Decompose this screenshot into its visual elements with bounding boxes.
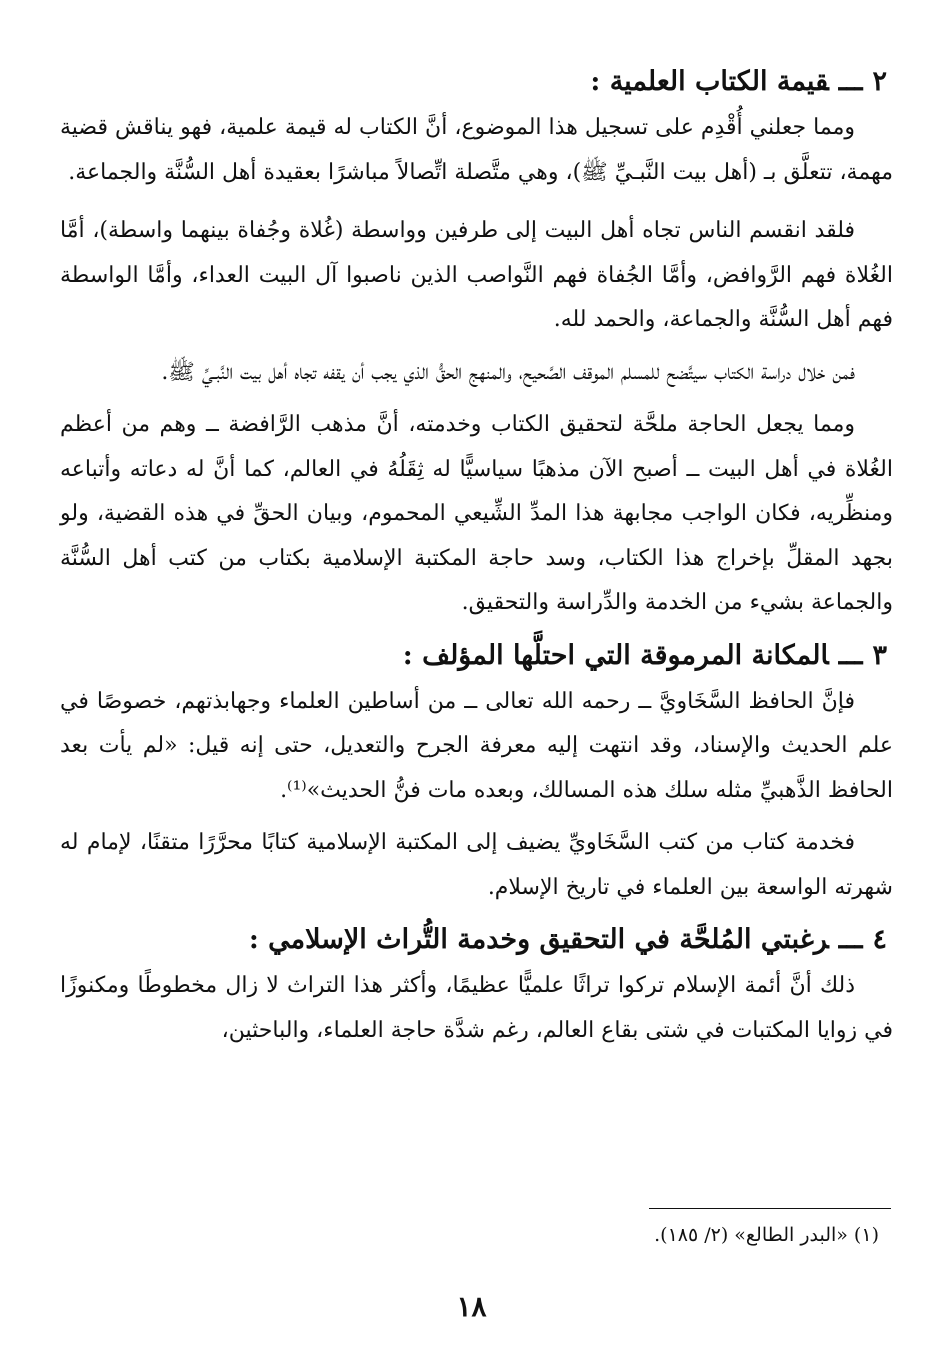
section-heading-4: [60, 918, 887, 962]
section-dash: ـــ: [838, 924, 863, 955]
footnote: (١) «البدر الطالع» (٢/ ١٨٥).: [654, 1224, 879, 1246]
section-number: ٢: [872, 66, 887, 97]
section-number: ٣: [872, 639, 887, 671]
section-title: قيمة الكتاب العلمية :: [590, 66, 829, 97]
section-dash: ـــ: [838, 66, 863, 97]
section-title: رغبتي المُلحَّة في التحقيق وخدمة التُّراث الإسلامي :: [248, 924, 829, 955]
section-title: المكانة المرموقة التي احتلَّها المؤلف :: [402, 639, 829, 671]
page-number: ١٨: [456, 1290, 487, 1323]
section-heading-2: [60, 60, 887, 104]
section-heading-3: [60, 634, 887, 678]
section-dash: ـــ: [838, 639, 863, 671]
paragraph: فلقد انقسم الناس تجاه أهل البيت إلى طرفين وواسطة (غُلاة وجُفاة بينهما واسطة)، أمَّا الغُلاة فهم الرَّوافض، وأمَّا الجُفاة فهم النَّواصب الذين ناصبوا آل البيت العداء، وأمَّا الواسطة فهم أهل السُّنَّة والجماعة، والحمد لله.: [60, 218, 893, 332]
paragraph: ذلك أنَّ أئمة الإسلام تركوا تراثًا علميًّا عظيمًا، وأكثر هذا التراث لا زال مخطوطًا ومكنوزًا في زوايا المكتبات في شتى بقاع العالم، رغم شدَّة حاجة العلماء، والباحثين،: [60, 973, 893, 1043]
section-number: ٤: [872, 924, 887, 955]
footnote-divider: [649, 1208, 891, 1209]
page-body: [60, 60, 893, 1061]
paragraph: ومما يجعل الحاجة ملحَّة لتحقيق الكتاب وخدمته، أنَّ مذهب الرَّافضة ــ وهم من أعظم الغُلاة في أهل البيت ــ أصبح الآن مذهبًا سياسيًّا له ثِقَلُهُ في العالم، كما أنَّ له دعاته وأتباعه ومنظِّريه، فكان الواجب مجابهة هذا المدِّ الشِّيعي المحموم، وبيان الحقِّ في هذه القضية، ولو بجهد المقلِّ بإخراج هذا الكتاب، وسد حاجة المكتبة الإسلامية بكتاب من كتب أهل السُّنَّة والجماعة بشيء من الخدمة والدِّراسة والتحقيق.: [60, 412, 893, 615]
paragraph: فخدمة كتاب من كتب السَّخَاويِّ يضيف إلى المكتبة الإسلامية كتابًا محرَّرًا متقنًا، لإمام له شهرته الواسعة بين العلماء في تاريخ الإسلام.: [60, 830, 893, 900]
paragraph: فإنَّ الحافظ السَّخَاويَّ ــ رحمه الله تعالى ــ من أساطين العلماء وجهابذتهم، خصوصًا في علم الحديث والإسناد، وقد انتهت إليه معرفة الجرح والتعديل، حتى إنه قيل: «لم يأت بعد الحافظ الذَّهبيِّ مثله سلك هذه المسالك، وبعده مات فنُّ الحديث»⁽¹⁾.: [60, 688, 893, 803]
paragraph: فمن خلال دراسة الكتاب سيتَّضح للمسلم الموقف الصَّحيح، والمنهج الحقُّ الذي يجب أن يقفه تجاه أهل بيت النَّبـيِّ ﷺ.: [161, 359, 855, 385]
paragraph: ومما جعلني أُقْدِم على تسجيل هذا الموضوع، أنَّ الكتاب له قيمة علمية، فهو يناقش قضية مهمة، تتعلَّق بـ (أهل بيت النَّبـيِّ ﷺ)، وهي متَّصلة اتِّصالاً مباشرًا بعقيدة أهل السُّنَّة والجماعة.: [60, 115, 893, 185]
